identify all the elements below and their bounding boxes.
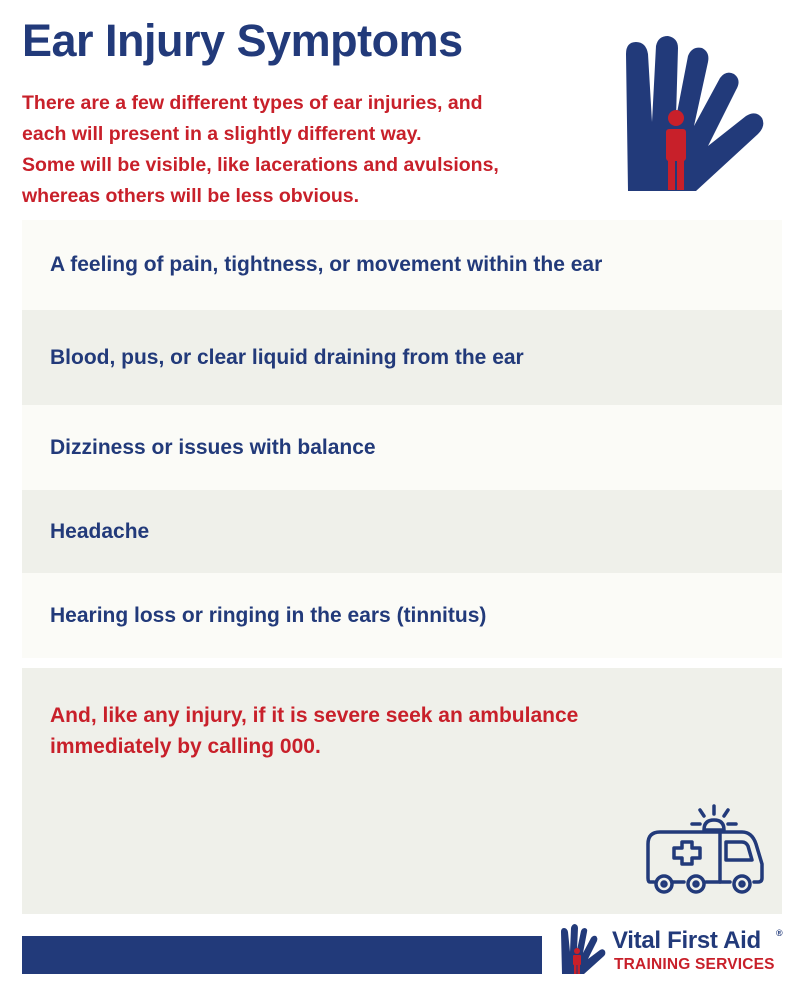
symptom-list — [0, 220, 800, 658]
intro-paragraph — [22, 88, 582, 212]
symptom-row: Hearing loss or ringing in the ears (tinnitus) — [22, 573, 782, 658]
hand-person-logo-icon — [622, 36, 787, 196]
intro-line: Some will be visible, like lacerations and avulsions, — [22, 154, 499, 176]
footer-bar — [22, 936, 542, 974]
symptom-row: Blood, pus, or clear liquid draining from the ear — [22, 310, 782, 405]
ambulance-icon — [642, 802, 766, 902]
brand-name: Vital First Aid — [612, 927, 761, 954]
intro-line: each will present in a slightly different way. — [22, 123, 422, 145]
warning-panel — [22, 668, 782, 914]
symptom-row: Headache — [22, 490, 782, 573]
warning-line: immediately by calling 000. — [50, 735, 321, 758]
page-title: Ear Injury Symptoms — [22, 15, 463, 66]
brand-hand-logo-icon — [560, 924, 610, 976]
warning-text — [50, 700, 710, 762]
brand-subtitle: TRAINING SERVICES — [614, 956, 775, 973]
intro-line: There are a few different types of ear injuries, and — [22, 92, 483, 114]
intro-line: whereas others will be less obvious. — [22, 185, 360, 207]
symptom-row: A feeling of pain, tightness, or movement within the ear — [22, 220, 782, 310]
symptom-row: Dizziness or issues with balance — [22, 405, 782, 490]
registered-mark: ® — [776, 928, 783, 938]
warning-line: And, like any injury, if it is severe seek an ambulance — [50, 704, 579, 727]
